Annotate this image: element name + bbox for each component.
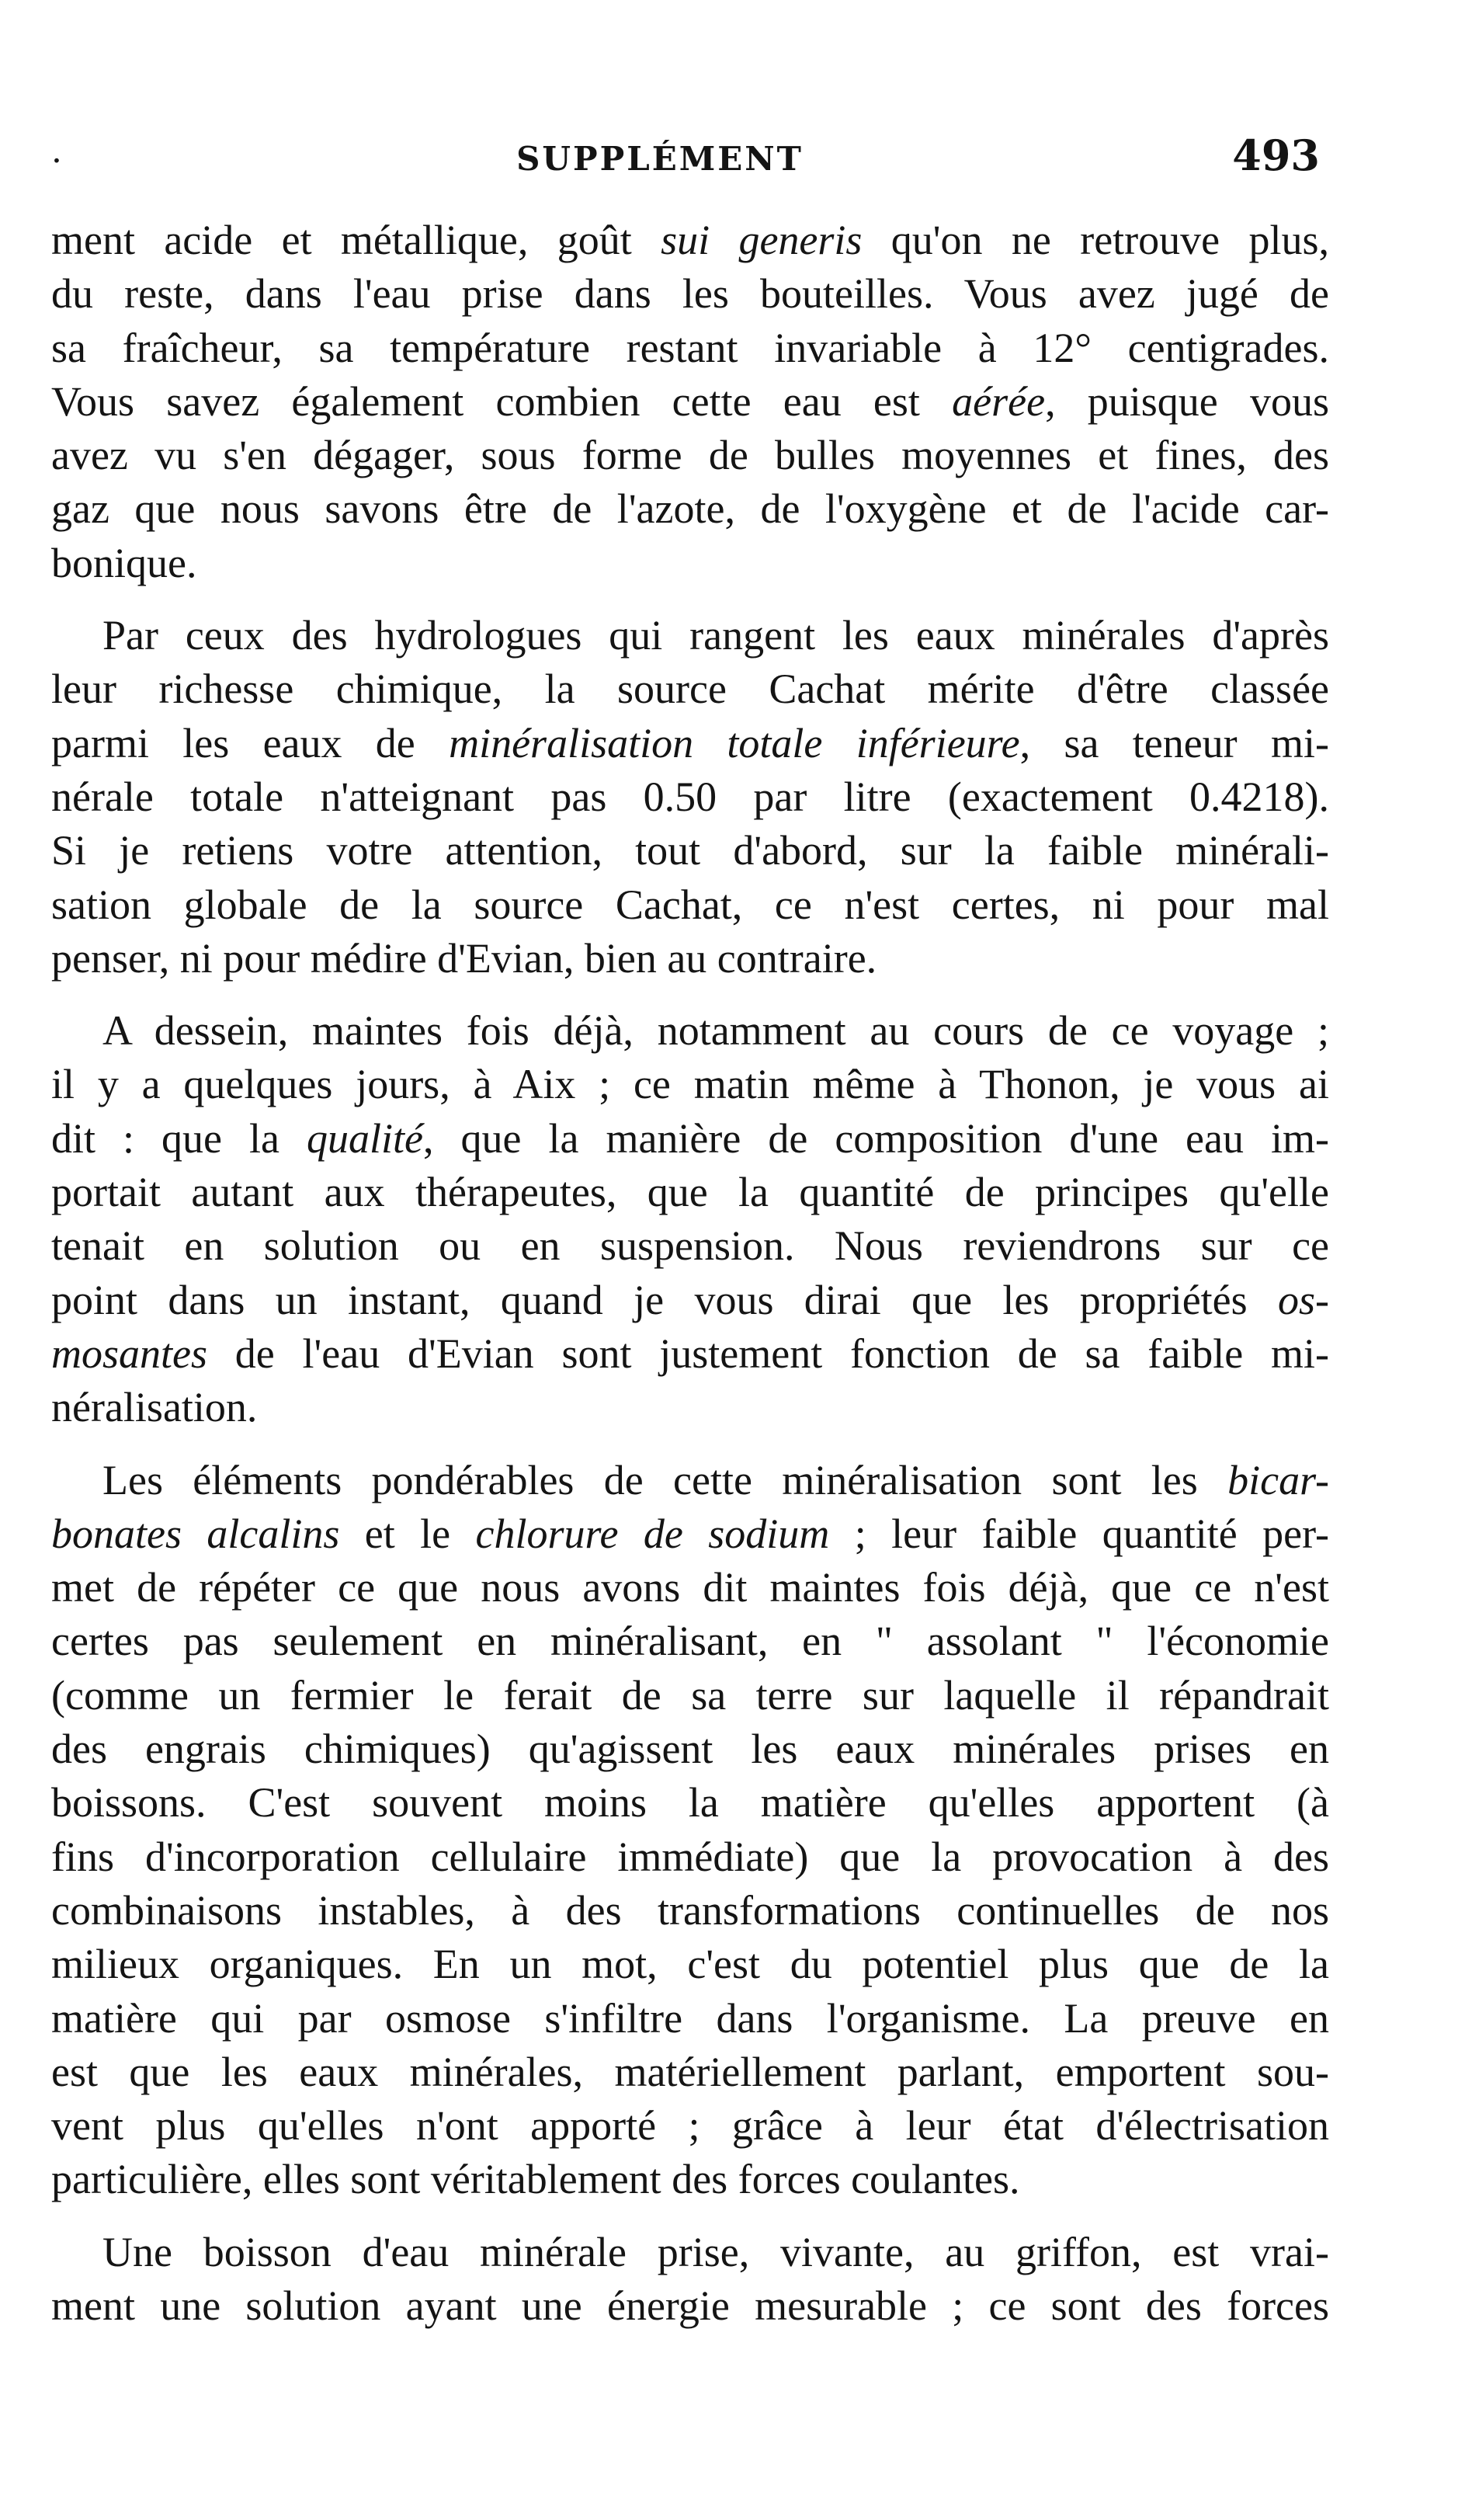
text-line: Une boisson d'eau minérale prise, vivante, au griffon, est vrai-	[102, 2228, 1329, 2275]
text-line: sa fraîcheur, sa température restant invariable à 12° centigrades.	[51, 324, 1329, 371]
paragraph-2	[51, 609, 1329, 985]
text-line: certes pas seulement en minéralisant, en " assolant " l'économie	[51, 1618, 1329, 1665]
text-line: bonique.	[51, 539, 197, 586]
text-line: milieux organiques. En un mot, c'est du potentiel plus que de la	[51, 1941, 1329, 1988]
text-line: matière qui par osmose s'infiltre dans l'organisme. La preuve en	[51, 1994, 1329, 2042]
paragraph-5	[51, 2226, 1329, 2334]
text-line: sation globale de la source Cachat, ce n'est certes, ni pour mal	[51, 881, 1329, 928]
text-line: il y a quelques jours, à Aix ; ce matin même à Thonon, je vous ai	[51, 1061, 1329, 1108]
text-line: leur richesse chimique, la source Cachat mérite d'être classée	[51, 666, 1329, 713]
text-line: dit : que la qualité, que la manière de composition d'une eau im-	[51, 1114, 1329, 1162]
text-line: ment acide et métallique, goût sui generis qu'on ne retrouve plus,	[51, 217, 1329, 263]
text-line: particulière, elles sont véritablement des forces coulantes.	[51, 2156, 1020, 2203]
text-line: fins d'incorporation cellulaire immédiate) que la provocation à des	[51, 1833, 1329, 1880]
text-line: des engrais chimiques) qu'agissent les eaux minérales prises en	[51, 1726, 1329, 1773]
running-head: SUPPLÉMENT	[516, 140, 804, 178]
text-line: néralisation.	[51, 1384, 258, 1431]
text-line: point dans un instant, quand je vous dirai que les propriétés os-	[51, 1276, 1329, 1323]
text-line: combinaisons instables, à des transformations continuelles de nos	[51, 1886, 1329, 1934]
page-header	[47, 130, 1320, 185]
page-number: 493	[1232, 130, 1320, 180]
text-line: boissons. C'est souvent moins la matière qu'elles apportent (à	[51, 1779, 1329, 1827]
paragraph-3	[51, 1004, 1329, 1434]
header-mark: ·	[51, 141, 62, 181]
text-line: penser, ni pour médire d'Evian, bien au contraire.	[51, 934, 877, 982]
text-line: est que les eaux minérales, matériellement parlant, emportent sou-	[51, 2048, 1329, 2095]
text-line: Si je retiens votre attention, tout d'abord, sur la faible minérali-	[51, 827, 1329, 874]
text-line: vent plus qu'elles n'ont apporté ; grâce à leur état d'électrisation	[51, 2102, 1329, 2150]
text-line: Par ceux des hydrologues qui rangent les eaux minérales d'après	[102, 612, 1329, 659]
text-line: A dessein, maintes fois déjà, notamment au cours de ce voyage ;	[102, 1007, 1329, 1055]
text-line: avez vu s'en dégager, sous forme de bulles moyennes et fines, des	[51, 432, 1329, 479]
paragraph-1	[51, 214, 1329, 590]
text-line: tenait en solution ou en suspension. Nous reviendrons sur ce	[51, 1222, 1329, 1270]
paragraph-4	[51, 1454, 1329, 2207]
text-line: gaz que nous savons être de l'azote, de l'oxygène et de l'acide car-	[51, 485, 1329, 533]
text-line: Vous savez également combien cette eau est aérée, puisque vous	[51, 377, 1329, 425]
text-line: parmi les eaux de minéralisation totale inférieure, sa teneur mi-	[51, 719, 1329, 766]
text-line: bonates alcalins et le chlorure de sodium ; leur faible quantité per-	[51, 1510, 1329, 1557]
text-line: mosantes de l'eau d'Evian sont justement fonction de sa faible mi-	[51, 1330, 1329, 1377]
text-line: nérale totale n'atteignant pas 0.50 par litre (exactement 0.4218).	[51, 773, 1329, 820]
text-line: (comme un fermier le ferait de sa terre sur laquelle il répandrait	[51, 1671, 1329, 1719]
text-line: portait autant aux thérapeutes, que la quantité de principes qu'elle	[51, 1169, 1329, 1216]
body-text	[51, 214, 1329, 2333]
text-line: du reste, dans l'eau prise dans les bouteilles. Vous avez jugé de	[51, 270, 1329, 318]
text-line: ment une solution ayant une énergie mesurable ; ce sont des forces	[51, 2282, 1329, 2329]
text-line: met de répéter ce que nous avons dit maintes fois déjà, que ce n'est	[51, 1564, 1329, 1611]
text-line: Les éléments pondérables de cette minéralisation sont les bicar-	[102, 1456, 1329, 1503]
